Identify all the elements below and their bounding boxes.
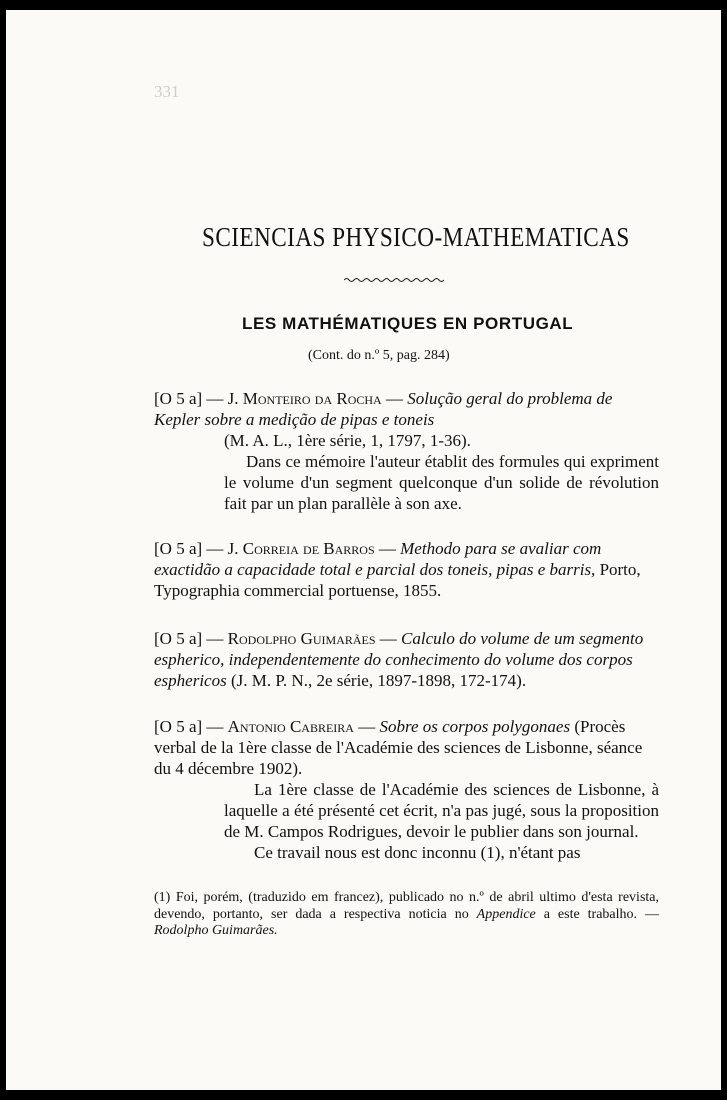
entry-dash: — xyxy=(353,717,380,736)
classification-ref: [O 5 a] — xyxy=(154,629,228,648)
entry-author: Antonio Cabreira xyxy=(227,717,354,736)
entry-author: Rodolpho Guimarães xyxy=(227,629,376,648)
bibliography-entry xyxy=(154,716,659,863)
entry-title: Calculo do volume de um segmento espherico, independentemente do conhecimento do volume dos corpos esphericos xyxy=(154,629,644,690)
entry-summary: La 1ère classe de l'Académie des sciences de Lisbonne, à laquelle a été présenté cet écrit, n'a pas jugé, sous la proposition de M. Campos Rodrigues, devoir le publier dans son journal. xyxy=(224,780,659,841)
classification-ref: [O 5 a] — xyxy=(154,539,228,558)
entry-author: J. Correia de Barros xyxy=(227,539,375,558)
continuation-note: (Cont. do n.º 5, pag. 284) xyxy=(308,348,450,363)
footnote-text: (1) Foi, porém, (traduzido em francez), publicado no n.º de abril ultimo d'esta revista, devendo, portanto, ser dada a respectiva noticia no xyxy=(154,890,659,922)
entry-title: Sobre os corpos polygonaes xyxy=(379,717,571,736)
entry-title: Solução geral do problema de Kepler sobre a medição de pipas e toneis xyxy=(154,389,613,429)
page-number: 331 xyxy=(154,82,180,101)
document-page xyxy=(6,10,721,1090)
entry-dash: — xyxy=(374,539,401,558)
entry-details: (J. M. P. N., 2e série, 1897-1898, 172-174). xyxy=(226,671,527,690)
entry-details: (M. A. L., 1ère série, 1, 1797, 1-36). xyxy=(224,431,471,450)
bibliography-entry xyxy=(154,538,659,601)
entry-title: Methodo para se avaliar com exactidão a capacidade total e parcial dos toneis, pipas e barris, xyxy=(154,539,602,579)
bibliography-entry xyxy=(154,628,659,691)
footnote-appendice: Appendice xyxy=(476,906,536,922)
bibliography-entry xyxy=(154,388,659,514)
entry-dash: — xyxy=(381,389,408,408)
classification-ref: [O 5 a] — xyxy=(154,717,228,736)
section-subtitle: LES MATHÉMATIQUES EN PORTUGAL xyxy=(242,314,574,333)
entry-summary: Dans ce mémoire l'auteur établit des formules qui expriment le volume d'un segment quelconque d'un solide de révolution fait par un plan parallèle à son axe. xyxy=(224,452,659,513)
footnote-signature: Rodolpho Guimarães. xyxy=(154,923,278,938)
entry-author: J. Monteiro da Rocha xyxy=(227,389,382,408)
footnote-text-b: a este trabalho. — xyxy=(535,906,659,922)
section-title: SCIENCIAS PHYSICO-MATHEMATICAS xyxy=(202,222,630,252)
wavy-rule-ornament xyxy=(344,276,444,284)
entry-dash: — xyxy=(375,629,402,648)
entry-details: Porto, Typographia commercial portuense, 1855. xyxy=(154,560,641,600)
entry-summary-continued: Ce travail nous est donc inconnu (1), n'étant pas xyxy=(254,843,581,862)
bleed-through-line xyxy=(126,130,130,150)
entry-details: (Procès verbal de la 1ère classe de l'Académie des sciences de Lisbonne, séance du 4 décembre 1902). xyxy=(154,717,643,778)
classification-ref: [O 5 a] — xyxy=(154,389,228,408)
footnote xyxy=(154,890,659,940)
